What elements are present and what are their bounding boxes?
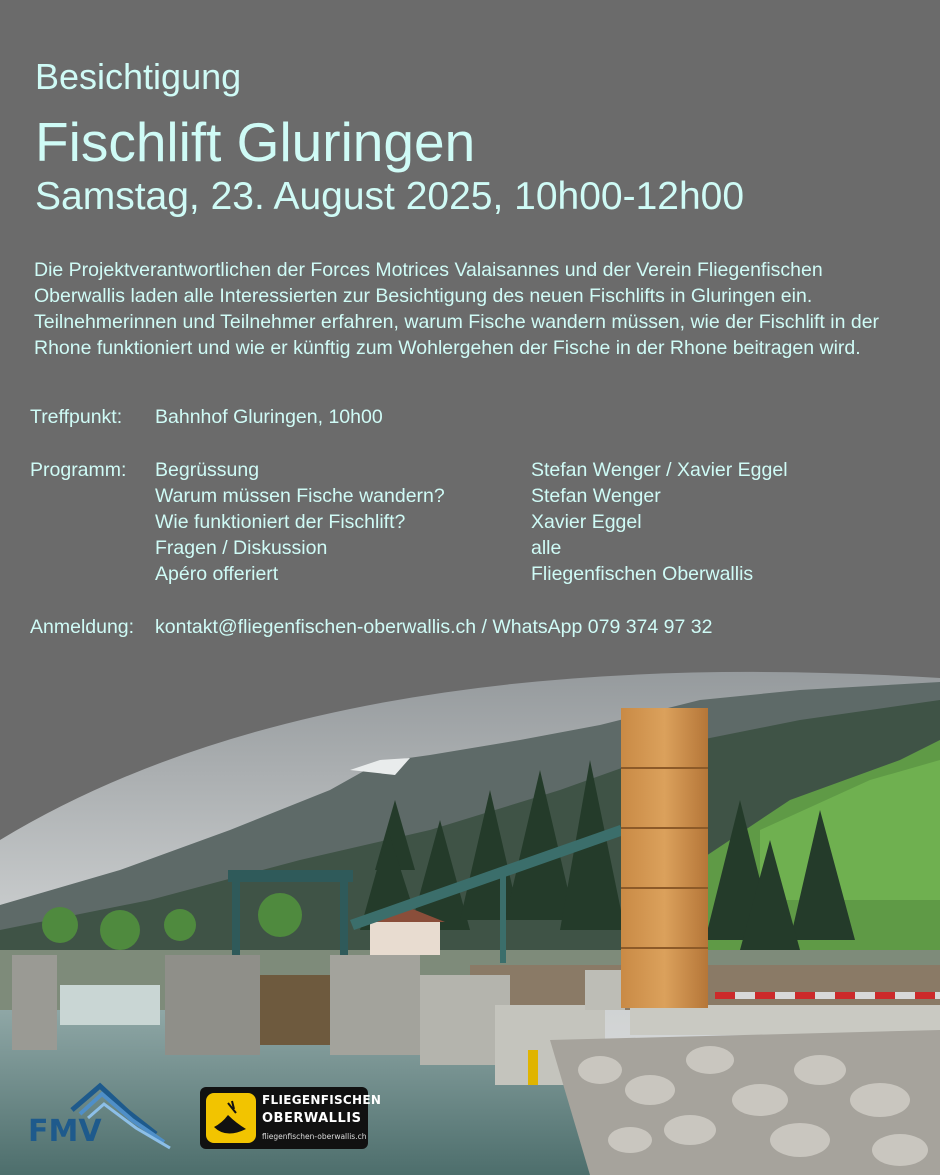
meeting-value: Bahnhof Gluringen, 10h00 bbox=[155, 406, 383, 428]
program-topic: Wie funktioniert der Fischlift? bbox=[155, 511, 406, 533]
meeting-label: Treffpunkt: bbox=[30, 406, 123, 428]
fish-badge-icon bbox=[206, 1093, 256, 1143]
fliegenfischen-logo bbox=[200, 1087, 382, 1149]
event-title: Fischlift Gluringen bbox=[35, 111, 476, 173]
program-speaker: Stefan Wenger / Xavier Eggel bbox=[531, 459, 788, 481]
ff-url: fliegenfischen-oberwallis.ch bbox=[262, 1132, 367, 1141]
ff-line2: OBERWALLIS bbox=[262, 1111, 362, 1126]
registration-label: Anmeldung: bbox=[30, 616, 135, 638]
program-topic: Warum müssen Fische wandern? bbox=[155, 485, 445, 507]
program-speaker: Xavier Eggel bbox=[531, 511, 642, 533]
program-topic: Fragen / Diskussion bbox=[155, 537, 328, 559]
program-speaker: Fliegenfischen Oberwallis bbox=[531, 563, 754, 585]
program-speaker: alle bbox=[531, 537, 562, 559]
program-topic: Apéro offeriert bbox=[155, 563, 279, 585]
event-type: Besichtigung bbox=[35, 56, 242, 97]
fmv-logo-text: FMV bbox=[28, 1114, 102, 1149]
program-label: Programm: bbox=[30, 459, 127, 481]
event-date: Samstag, 23. August 2025, 10h00-12h00 bbox=[35, 175, 745, 218]
program-topic: Begrüssung bbox=[155, 459, 260, 481]
intro-paragraph: Die Projektverantwortlichen der Forces Motrices Valaisannes und der Verein Fliegenfischen Oberwallis laden alle Interessierten zur Besichtigung des neuen Fischlifts in Gluringen ein. Teilnehmerinnen und Teilnehmer erfahren, warum Fische wandern müssen, wie der Fischlift in der Rhone funktioniert und wie er künftig zum Wohlergehen der Fische in der Rhone beitragen wird. bbox=[34, 259, 880, 359]
program-speaker: Stefan Wenger bbox=[531, 485, 661, 507]
fmv-logo bbox=[28, 1082, 178, 1152]
registration-contact: kontakt@fliegenfischen-oberwallis.ch / WhatsApp 079 374 97 32 bbox=[155, 616, 713, 638]
ff-line1: FLIEGENFISCHEN bbox=[262, 1093, 382, 1107]
